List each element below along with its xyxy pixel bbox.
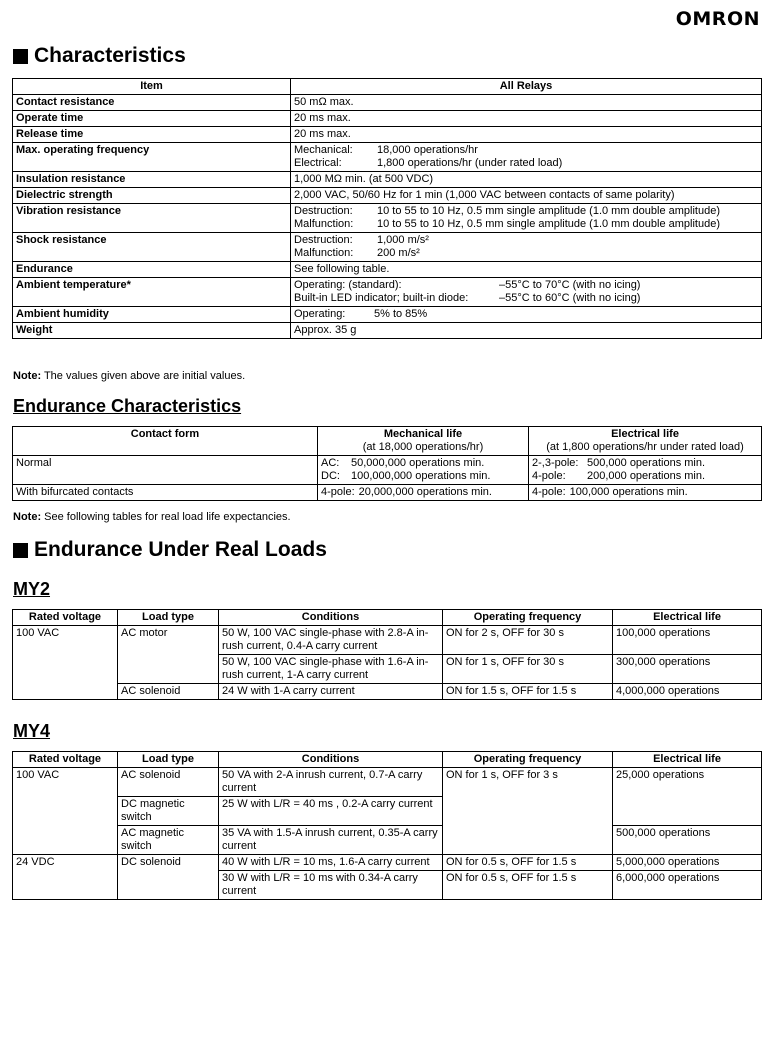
- cell-load-type: AC magnetic switch: [118, 826, 219, 855]
- table-row: [13, 233, 762, 262]
- characteristic-value: [291, 323, 762, 339]
- table-header-row: [13, 610, 762, 626]
- characteristic-item: Ambient humidity: [13, 307, 291, 323]
- value-label: Built-in LED indicator; built-in diode:: [294, 292, 469, 304]
- characteristic-item: Release time: [13, 127, 291, 143]
- cell-conditions: 24 W with 1-A carry current: [219, 684, 443, 700]
- characteristic-value: [291, 188, 762, 204]
- value-label: 50 mΩ max.: [294, 96, 354, 108]
- header-mech-sub: (at 18,000 operations/hr): [362, 441, 484, 453]
- characteristics-table: [12, 78, 762, 339]
- value-label: Operating: (standard):: [294, 279, 402, 291]
- table-header-row: [13, 427, 762, 456]
- table-row: [13, 323, 762, 339]
- table-row: [13, 188, 762, 204]
- value-line: [294, 308, 758, 321]
- value-label: Destruction:: [294, 234, 353, 246]
- header-conditions: Conditions: [219, 752, 443, 768]
- contact-form: Normal: [13, 456, 318, 485]
- cell-frequency: ON for 1.5 s, OFF for 1.5 s: [443, 684, 613, 700]
- note-label: Note:: [13, 511, 42, 523]
- characteristics-title-text: Characteristics: [34, 44, 186, 67]
- characteristic-item: Dielectric strength: [13, 188, 291, 204]
- header-all-relays: All Relays: [291, 79, 762, 95]
- cell-conditions: 35 VA with 1.5-A inrush current, 0.35-A carry current: [219, 826, 443, 855]
- characteristic-value: [291, 307, 762, 323]
- cell-life: 25,000 operations: [613, 768, 762, 826]
- header-load-type: Load type: [118, 752, 219, 768]
- my2-table: [12, 609, 762, 700]
- cell-load-type: AC solenoid: [118, 684, 219, 700]
- cell-voltage: 24 VDC: [13, 855, 118, 900]
- characteristic-value: [291, 143, 762, 172]
- characteristic-value: [291, 95, 762, 111]
- value-line: [294, 324, 758, 337]
- table-row: [13, 143, 762, 172]
- characteristics-title: [13, 44, 186, 68]
- header-electrical-life: Electrical life: [613, 752, 762, 768]
- value-line: [532, 486, 758, 499]
- header-contact-form: Contact form: [13, 427, 318, 456]
- characteristic-value: [291, 233, 762, 262]
- characteristic-item: Vibration resistance: [13, 204, 291, 233]
- value-label: AC:: [321, 457, 340, 469]
- value-label: Mechanical:: [294, 144, 353, 156]
- square-bullet-icon: [13, 49, 28, 64]
- my2-title: MY2: [13, 579, 51, 599]
- value-line: [532, 470, 758, 483]
- characteristic-item: Ambient temperature*: [13, 278, 291, 307]
- value-label: Operating:: [294, 308, 346, 320]
- cell-life: 300,000 operations: [613, 655, 762, 684]
- value-label: 20 ms max.: [294, 128, 351, 140]
- value-text: 200 m/s²: [377, 247, 420, 259]
- omron-logo: OMRON: [675, 8, 760, 30]
- header-conditions: Conditions: [219, 610, 443, 626]
- value-line: [294, 189, 758, 202]
- value-text: 200,000 operations min.: [587, 470, 706, 482]
- value-label: 2,000 VAC, 50/60 Hz for 1 min (1,000 VAC between contacts of same polarity): [294, 189, 675, 201]
- value-text: 100,000 operations min.: [569, 486, 688, 498]
- cell-conditions: 50 W, 100 VAC single-phase with 1.6-A in-rush current, 1-A carry current: [219, 655, 443, 684]
- characteristic-value: [291, 278, 762, 307]
- characteristics-note: [13, 370, 245, 382]
- value-line: [321, 470, 525, 483]
- value-text: –55°C to 60°C (with no icing): [499, 292, 641, 304]
- value-line: [532, 457, 758, 470]
- cell-conditions: 30 W with L/R = 10 ms with 0.34-A carry current: [219, 871, 443, 900]
- note-text: See following tables for real load life expectancies.: [41, 511, 291, 523]
- characteristic-item: Shock resistance: [13, 233, 291, 262]
- header-electrical-life: Electrical life: [613, 610, 762, 626]
- value-label: 20 ms max.: [294, 112, 351, 124]
- value-text: 18,000 operations/hr: [377, 144, 478, 156]
- value-line: [294, 112, 758, 125]
- value-line: [294, 205, 758, 218]
- characteristic-value: [291, 172, 762, 188]
- header-rated-voltage: Rated voltage: [13, 752, 118, 768]
- table-row: [13, 684, 762, 700]
- value-label: DC:: [321, 470, 340, 482]
- header-rated-voltage: Rated voltage: [13, 610, 118, 626]
- value-text: 20,000,000 operations min.: [358, 486, 492, 498]
- value-line: [294, 263, 758, 276]
- cell-conditions: 50 W, 100 VAC single-phase with 2.8-A in-rush current, 0.4-A carry current: [219, 626, 443, 655]
- value-text: 10 to 55 to 10 Hz, 0.5 mm single amplitude (1.0 mm double amplitude): [377, 205, 721, 217]
- cell-conditions: 50 VA with 2-A inrush current, 0.7-A carry current: [219, 768, 443, 797]
- real-loads-title-text: Endurance Under Real Loads: [34, 538, 327, 561]
- value-line: [294, 157, 758, 170]
- table-row: [13, 307, 762, 323]
- characteristic-item: Contact resistance: [13, 95, 291, 111]
- characteristic-value: [291, 262, 762, 278]
- value-line: [294, 218, 758, 231]
- value-line: [294, 292, 758, 305]
- value-label: Malfunction:: [294, 218, 354, 230]
- characteristic-item: Insulation resistance: [13, 172, 291, 188]
- table-header-row: [13, 752, 762, 768]
- endurance-table: [12, 426, 762, 501]
- value-label: Malfunction:: [294, 247, 354, 259]
- mechanical-life: [318, 456, 529, 485]
- value-label: 4-pole:: [532, 486, 566, 498]
- table-row: [13, 768, 762, 797]
- cell-voltage: 100 VAC: [13, 768, 118, 855]
- characteristic-value: [291, 127, 762, 143]
- header-load-type: Load type: [118, 610, 219, 626]
- table-row: [13, 111, 762, 127]
- cell-load-type: DC magnetic switch: [118, 797, 219, 826]
- value-line: [294, 234, 758, 247]
- contact-form: With bifurcated contacts: [13, 485, 318, 501]
- table-row: [13, 95, 762, 111]
- note-label: Note:: [13, 370, 42, 382]
- characteristic-value: [291, 204, 762, 233]
- value-line: [321, 457, 525, 470]
- header-elec-label: Electrical life: [611, 428, 679, 440]
- table-row: [13, 626, 762, 655]
- note-text: The values given above are initial values.: [41, 370, 246, 382]
- cell-load-type: AC motor: [118, 626, 219, 684]
- value-text: 100,000,000 operations min.: [351, 470, 491, 482]
- characteristic-item: Weight: [13, 323, 291, 339]
- value-label: See following table.: [294, 263, 390, 275]
- cell-voltage: 100 VAC: [13, 626, 118, 700]
- value-text: 1,000 m/s²: [377, 234, 429, 246]
- cell-frequency: ON for 1 s, OFF for 3 s: [443, 768, 613, 855]
- characteristic-item: Max. operating frequency: [13, 143, 291, 172]
- value-line: [294, 96, 758, 109]
- cell-life: 6,000,000 operations: [613, 871, 762, 900]
- endurance-title: Endurance Characteristics: [13, 396, 242, 416]
- value-line: [294, 144, 758, 157]
- characteristic-value: [291, 111, 762, 127]
- value-label: Electrical:: [294, 157, 342, 169]
- my4-title: MY4: [13, 721, 51, 741]
- value-text: 500,000 operations min.: [587, 457, 706, 469]
- header-operating-frequency: Operating frequency: [443, 610, 613, 626]
- real-loads-title: [13, 538, 327, 562]
- my4-table: [12, 751, 762, 900]
- table-header-row: [13, 79, 762, 95]
- value-label: Approx. 35 g: [294, 324, 357, 336]
- value-line: [294, 128, 758, 141]
- value-label: 4-pole:: [321, 486, 355, 498]
- header-mech-label: Mechanical life: [383, 428, 463, 440]
- cell-load-type: DC solenoid: [118, 855, 219, 900]
- cell-frequency: ON for 2 s, OFF for 30 s: [443, 626, 613, 655]
- table-row: [13, 262, 762, 278]
- cell-life: 100,000 operations: [613, 626, 762, 655]
- value-label: Destruction:: [294, 205, 353, 217]
- value-label: 1,000 MΩ min. (at 500 VDC): [294, 173, 434, 185]
- value-text: 10 to 55 to 10 Hz, 0.5 mm single amplitude (1.0 mm double amplitude): [377, 218, 721, 230]
- value-label: 2-,3-pole:: [532, 457, 579, 469]
- square-bullet-icon: [13, 543, 28, 558]
- header-electrical-life: [529, 427, 762, 456]
- electrical-life: [529, 485, 762, 501]
- value-label: 4-pole:: [532, 470, 566, 482]
- value-line: [294, 279, 758, 292]
- cell-frequency: ON for 0.5 s, OFF for 1.5 s: [443, 871, 613, 900]
- table-row: [13, 855, 762, 871]
- cell-load-type: AC solenoid: [118, 768, 219, 797]
- header-elec-sub: (at 1,800 operations/hr under rated load): [546, 441, 744, 453]
- table-row: [13, 204, 762, 233]
- table-row: [13, 278, 762, 307]
- endurance-note: [13, 511, 291, 523]
- table-row: [13, 172, 762, 188]
- characteristic-item: Operate time: [13, 111, 291, 127]
- table-row: [13, 127, 762, 143]
- value-text: –55°C to 70°C (with no icing): [499, 279, 641, 291]
- value-line: [294, 247, 758, 260]
- table-row: [13, 826, 762, 855]
- cell-conditions: 25 W with L/R = 40 ms , 0.2-A carry current: [219, 797, 443, 826]
- cell-life: 4,000,000 operations: [613, 684, 762, 700]
- electrical-life: [529, 456, 762, 485]
- value-text: 50,000,000 operations min.: [351, 457, 485, 469]
- cell-conditions: 40 W with L/R = 10 ms, 1.6-A carry current: [219, 855, 443, 871]
- cell-life: 5,000,000 operations: [613, 855, 762, 871]
- header-item: Item: [13, 79, 291, 95]
- value-line: [321, 486, 525, 499]
- characteristic-item: Endurance: [13, 262, 291, 278]
- mechanical-life: [318, 485, 529, 501]
- cell-life: 500,000 operations: [613, 826, 762, 855]
- header-operating-frequency: Operating frequency: [443, 752, 613, 768]
- cell-frequency: ON for 1 s, OFF for 30 s: [443, 655, 613, 684]
- cell-frequency: ON for 0.5 s, OFF for 1.5 s: [443, 855, 613, 871]
- table-row: [13, 456, 762, 485]
- value-line: [294, 173, 758, 186]
- header-mechanical-life: [318, 427, 529, 456]
- value-text: 1,800 operations/hr (under rated load): [377, 157, 563, 169]
- table-row: [13, 485, 762, 501]
- value-text: 5% to 85%: [374, 308, 428, 320]
